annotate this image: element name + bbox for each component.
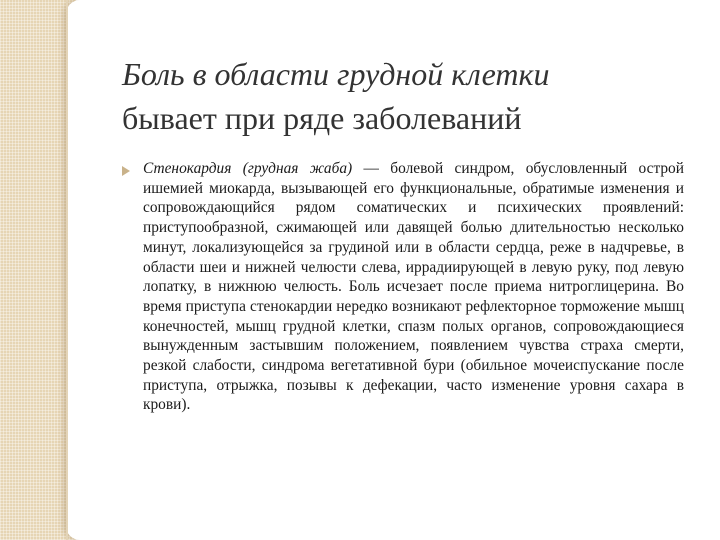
bullet-marker-icon <box>122 166 130 176</box>
bullet-paragraph <box>143 159 684 415</box>
title-line-1: Боль в области грудной клетки <box>122 56 550 92</box>
panel-edge <box>66 0 68 540</box>
title-line-2: бывает при ряде заболеваний <box>122 100 522 136</box>
side-texture <box>0 0 76 540</box>
slide-title <box>122 52 692 140</box>
bullet-term: Стенокардия (грудная жаба) <box>143 160 353 177</box>
bullet-description: — болевой синдром, обусловленный острой ишемией миокарда, вызывающей его функциональные, обратимые изменения и сопровождающийся рядом соматических и психических проявлений: приступообразной, сжимающей или давящей болью длительностью несколько минут, локализующейся за грудиной или в области сердца, реже в надчревье, в области шеи и нижней челюсти слева, иррадиирующей в левую руку, под левую лопатку, в нижнюю челюсть. Боль исчезает после приема нитроглицерина. Во время приступа стенокардии нередко возникают рефлекторное торможение мышц конечностей, мышц грудной клетки, спазм полых органов, сопровождающиеся вынужденным застывшим положением, появлением чувства страха смерти, резкой слабости, синдрома вегетативной бури (обильное мочеиспускание после приступа, отрыжка, позывы к дефекации, часто изменение уровня сахара в крови). <box>143 160 684 414</box>
